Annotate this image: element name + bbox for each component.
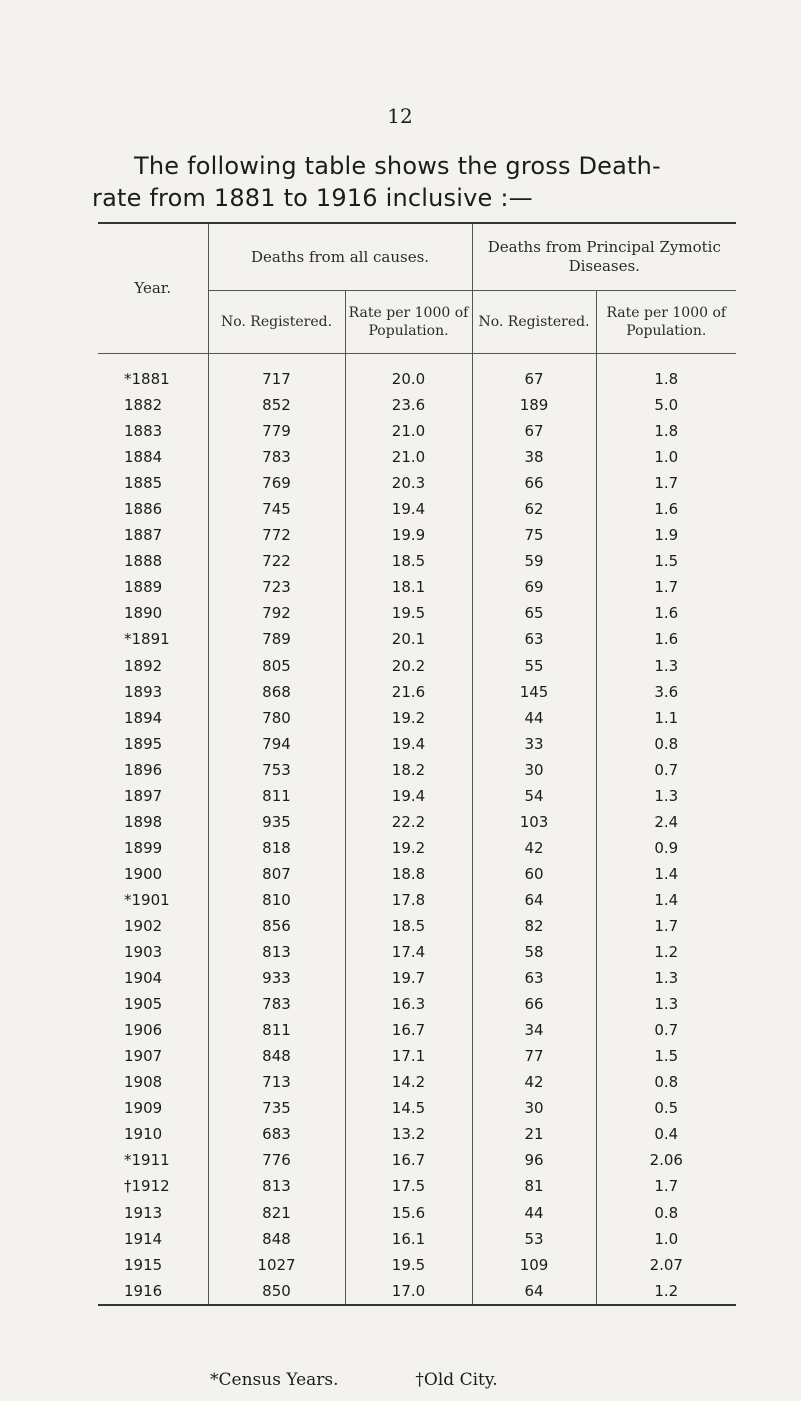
table-row (98, 548, 736, 574)
all-rate-cell: 19.4 (345, 783, 472, 809)
all-no-cell: 779 (208, 418, 345, 444)
year-cell: 1900 (124, 864, 163, 883)
all-rate-cell: 18.5 (345, 913, 472, 939)
all-no-cell: 848 (208, 1226, 345, 1252)
table-row (98, 1017, 736, 1043)
zymotic-no-cell: 77 (472, 1043, 596, 1069)
year-cell: 1902 (124, 917, 163, 935)
all-no-cell: 821 (208, 1200, 345, 1226)
all-rate-cell: 17.0 (345, 1278, 472, 1305)
all-rate-header: Rate per 1000 of Population. (345, 291, 472, 354)
zymotic-no-cell: 66 (472, 470, 596, 496)
zymotic-no-cell: 82 (472, 913, 596, 939)
all-no-cell: 810 (208, 887, 345, 913)
all-rate-cell: 20.1 (345, 626, 472, 652)
all-no-cell: 818 (208, 835, 345, 861)
zymotic-rate-cell: 3.6 (596, 679, 736, 705)
all-rate-cell: 19.2 (345, 835, 472, 861)
all-rate-cell: 20.3 (345, 470, 472, 496)
all-no-cell: 723 (208, 574, 345, 600)
all-rate-cell: 18.1 (345, 574, 472, 600)
old-city-note: †Old City. (415, 1370, 498, 1390)
zymotic-no-cell: 145 (472, 679, 596, 705)
table-row (98, 679, 736, 705)
table-row (98, 1147, 736, 1173)
zymotic-no-cell: 189 (472, 392, 596, 418)
zymotic-no-cell: 65 (472, 600, 596, 626)
zymotic-no-registered-header: No. Registered. (472, 291, 596, 354)
year-cell: 1914 (124, 1229, 163, 1248)
zymotic-no-cell: 30 (472, 757, 596, 783)
all-no-cell: 783 (208, 991, 345, 1017)
year-cell: 1898 (124, 812, 163, 831)
zymotic-no-cell: 63 (472, 626, 596, 652)
all-no-cell: 745 (208, 496, 345, 522)
zymotic-rate-cell: 1.7 (596, 470, 736, 496)
zymotic-no-cell: 30 (472, 1095, 596, 1121)
zymotic-no-cell: 53 (472, 1226, 596, 1252)
year-cell: 1887 (124, 526, 163, 545)
table-row (98, 731, 736, 757)
all-rate-cell: 17.5 (345, 1173, 472, 1199)
table-row (98, 965, 736, 991)
zymotic-rate-header: Rate per 1000 of Population. (596, 291, 736, 354)
table-row (98, 705, 736, 731)
year-cell: 1913 (124, 1203, 163, 1222)
all-no-cell: 713 (208, 1069, 345, 1095)
table-row (98, 1121, 736, 1147)
heading-line-2: rate from 1881 to 1916 inclusive :— (92, 184, 533, 212)
zymotic-rate-cell: 1.3 (596, 653, 736, 679)
all-no-cell: 807 (208, 861, 345, 887)
table-row (98, 783, 736, 809)
all-rate-cell: 16.1 (345, 1226, 472, 1252)
zymotic-rate-cell: 2.4 (596, 809, 736, 835)
all-no-cell: 848 (208, 1043, 345, 1069)
year-cell: 1888 (124, 552, 163, 571)
year-cell: 1885 (124, 474, 163, 493)
table-row (98, 887, 736, 913)
table-row (98, 392, 736, 418)
all-rate-cell: 16.7 (345, 1147, 472, 1173)
table-row (98, 1069, 736, 1095)
all-no-cell: 776 (208, 1147, 345, 1173)
all-no-cell: 856 (208, 913, 345, 939)
table-row (98, 418, 736, 444)
all-rate-cell: 14.2 (345, 1069, 472, 1095)
zymotic-rate-cell: 1.3 (596, 965, 736, 991)
zymotic-rate-cell: 1.0 (596, 444, 736, 470)
all-no-cell: 813 (208, 939, 345, 965)
all-no-cell: 780 (208, 705, 345, 731)
all-rate-cell: 20.0 (345, 354, 472, 393)
year-cell: *1911 (124, 1151, 170, 1170)
all-no-registered-header: No. Registered. (208, 291, 345, 354)
year-cell: 1906 (124, 1021, 163, 1040)
zymotic-no-cell: 64 (472, 1278, 596, 1305)
zymotic-no-cell: 103 (472, 809, 596, 835)
table-row (98, 835, 736, 861)
year-cell: 1905 (124, 995, 163, 1014)
year-cell: 1907 (124, 1047, 163, 1066)
all-no-cell: 813 (208, 1173, 345, 1199)
all-no-cell: 722 (208, 548, 345, 574)
table-row (98, 1226, 736, 1252)
zymotic-rate-cell: 1.5 (596, 548, 736, 574)
all-no-cell: 935 (208, 809, 345, 835)
all-rate-cell: 17.1 (345, 1043, 472, 1069)
all-no-cell: 794 (208, 731, 345, 757)
year-cell: *1901 (124, 890, 170, 909)
zymotic-no-cell: 69 (472, 574, 596, 600)
table-row (98, 496, 736, 522)
zymotic-rate-cell: 1.8 (596, 354, 736, 393)
table-row (98, 1173, 736, 1199)
zymotic-no-cell: 34 (472, 1017, 596, 1043)
all-rate-cell: 19.2 (345, 705, 472, 731)
year-cell: 1894 (124, 708, 163, 727)
all-rate-cell: 18.5 (345, 548, 472, 574)
zymotic-no-cell: 60 (472, 861, 596, 887)
zymotic-rate-cell: 1.8 (596, 418, 736, 444)
table-row (98, 470, 736, 496)
zymotic-rate-cell: 1.4 (596, 861, 736, 887)
table-row (98, 1200, 736, 1226)
all-rate-cell: 21.0 (345, 418, 472, 444)
year-cell: 1895 (124, 734, 163, 753)
zymotic-rate-cell: 1.2 (596, 939, 736, 965)
all-rate-cell: 14.5 (345, 1095, 472, 1121)
zymotic-rate-cell: 0.7 (596, 1017, 736, 1043)
zymotic-rate-cell: 1.7 (596, 574, 736, 600)
all-no-cell: 811 (208, 783, 345, 809)
zymotic-rate-cell: 1.6 (596, 496, 736, 522)
zymotic-rate-cell: 2.06 (596, 1147, 736, 1173)
zymotic-rate-cell: 5.0 (596, 392, 736, 418)
year-cell: 1910 (124, 1125, 163, 1144)
table-row (98, 574, 736, 600)
zymotic-no-cell: 44 (472, 705, 596, 731)
census-years-note: *Census Years. (210, 1370, 339, 1390)
zymotic-rate-cell: 1.7 (596, 1173, 736, 1199)
zymotic-no-cell: 42 (472, 1069, 596, 1095)
all-no-cell: 850 (208, 1278, 345, 1305)
all-rate-cell: 18.8 (345, 861, 472, 887)
year-cell: 1916 (124, 1281, 163, 1300)
year-header: Year. (98, 223, 208, 354)
year-cell: 1909 (124, 1099, 163, 1118)
table-heading (92, 150, 772, 214)
year-cell: 1903 (124, 943, 163, 962)
zymotic-no-cell: 21 (472, 1121, 596, 1147)
zymotic-no-cell: 67 (472, 354, 596, 393)
table-row (98, 1095, 736, 1121)
year-cell: 1889 (124, 578, 163, 597)
all-rate-cell: 13.2 (345, 1121, 472, 1147)
all-rate-cell: 16.7 (345, 1017, 472, 1043)
all-rate-cell: 21.0 (345, 444, 472, 470)
page-number: 12 (387, 104, 413, 128)
all-rate-cell: 18.2 (345, 757, 472, 783)
zymotic-rate-cell: 0.8 (596, 731, 736, 757)
all-no-cell: 683 (208, 1121, 345, 1147)
all-no-cell: 753 (208, 757, 345, 783)
all-no-cell: 933 (208, 965, 345, 991)
table-row (98, 809, 736, 835)
year-cell: 1886 (124, 500, 163, 519)
zymotic-no-cell: 62 (472, 496, 596, 522)
year-cell: *1881 (124, 370, 170, 389)
all-no-cell: 852 (208, 392, 345, 418)
zymotic-no-cell: 42 (472, 835, 596, 861)
zymotic-no-cell: 63 (472, 965, 596, 991)
table-row (98, 1252, 736, 1278)
zymotic-no-cell: 66 (472, 991, 596, 1017)
all-rate-cell: 19.9 (345, 522, 472, 548)
all-rate-cell: 17.8 (345, 887, 472, 913)
table-row (98, 600, 736, 626)
all-no-cell: 783 (208, 444, 345, 470)
table-row (98, 757, 736, 783)
zymotic-no-cell: 38 (472, 444, 596, 470)
zymotic-rate-cell: 2.07 (596, 1252, 736, 1278)
all-rate-cell: 22.2 (345, 809, 472, 835)
all-rate-cell: 20.2 (345, 653, 472, 679)
zymotic-no-cell: 59 (472, 548, 596, 574)
zymotic-no-cell: 55 (472, 653, 596, 679)
all-rate-cell: 19.4 (345, 496, 472, 522)
zymotic-no-cell: 109 (472, 1252, 596, 1278)
all-rate-cell: 17.4 (345, 939, 472, 965)
zymotic-no-cell: 67 (472, 418, 596, 444)
year-cell: 1899 (124, 838, 163, 857)
zymotic-no-cell: 33 (472, 731, 596, 757)
year-cell: 1890 (124, 604, 163, 623)
year-cell: 1883 (124, 422, 163, 441)
all-rate-cell: 19.5 (345, 1252, 472, 1278)
all-rate-cell: 23.6 (345, 392, 472, 418)
table-row (98, 991, 736, 1017)
all-no-cell: 868 (208, 679, 345, 705)
year-cell: 1882 (124, 396, 163, 415)
year-cell: 1884 (124, 448, 163, 467)
year-cell: 1896 (124, 760, 163, 779)
all-rate-cell: 21.6 (345, 679, 472, 705)
zymotic-no-cell: 64 (472, 887, 596, 913)
table-row (98, 913, 736, 939)
zymotic-rate-cell: 1.6 (596, 626, 736, 652)
zymotic-no-cell: 75 (472, 522, 596, 548)
all-rate-cell: 19.4 (345, 731, 472, 757)
table-row (98, 522, 736, 548)
zymotic-rate-cell: 1.6 (596, 600, 736, 626)
zymotic-rate-cell: 0.8 (596, 1200, 736, 1226)
zymotic-no-cell: 96 (472, 1147, 596, 1173)
zymotic-no-cell: 58 (472, 939, 596, 965)
zymotic-rate-cell: 0.9 (596, 835, 736, 861)
year-cell: 1908 (124, 1073, 163, 1092)
zymotic-no-cell: 54 (472, 783, 596, 809)
all-no-cell: 792 (208, 600, 345, 626)
all-no-cell: 717 (208, 354, 345, 393)
zymotic-no-cell: 44 (472, 1200, 596, 1226)
table-row (98, 1043, 736, 1069)
all-rate-cell: 19.5 (345, 600, 472, 626)
zymotic-rate-cell: 1.9 (596, 522, 736, 548)
footnotes (210, 1370, 710, 1390)
zymotic-rate-cell: 1.1 (596, 705, 736, 731)
year-cell: 1915 (124, 1255, 163, 1274)
table-row (98, 354, 736, 393)
all-rate-cell: 19.7 (345, 965, 472, 991)
zymotic-rate-cell: 1.7 (596, 913, 736, 939)
zymotic-no-cell: 81 (472, 1173, 596, 1199)
table-row (98, 653, 736, 679)
year-cell: 1893 (124, 682, 163, 701)
year-cell: *1891 (124, 630, 170, 649)
death-rate-table (98, 222, 736, 1306)
table-row (98, 444, 736, 470)
all-no-cell: 811 (208, 1017, 345, 1043)
zymotic-rate-cell: 0.8 (596, 1069, 736, 1095)
table-row (98, 1278, 736, 1305)
year-cell: †1912 (124, 1177, 170, 1196)
zymotic-rate-cell: 0.7 (596, 757, 736, 783)
zymotic-rate-cell: 1.0 (596, 1226, 736, 1252)
zymotic-header: Deaths from Principal Zymotic Diseases. (472, 223, 736, 291)
all-no-cell: 769 (208, 470, 345, 496)
table-row (98, 939, 736, 965)
table-row (98, 861, 736, 887)
zymotic-rate-cell: 1.5 (596, 1043, 736, 1069)
all-causes-header: Deaths from all causes. (208, 223, 472, 291)
table-body (98, 354, 736, 1305)
year-cell: 1904 (124, 969, 163, 988)
zymotic-rate-cell: 1.2 (596, 1278, 736, 1305)
zymotic-rate-cell: 1.3 (596, 991, 736, 1017)
all-no-cell: 805 (208, 653, 345, 679)
all-rate-cell: 15.6 (345, 1200, 472, 1226)
zymotic-rate-cell: 0.5 (596, 1095, 736, 1121)
all-rate-cell: 16.3 (345, 991, 472, 1017)
zymotic-rate-cell: 0.4 (596, 1121, 736, 1147)
year-cell: 1897 (124, 786, 163, 805)
table-row (98, 626, 736, 652)
all-no-cell: 772 (208, 522, 345, 548)
zymotic-rate-cell: 1.4 (596, 887, 736, 913)
all-no-cell: 735 (208, 1095, 345, 1121)
year-cell: 1892 (124, 656, 163, 675)
all-no-cell: 1027 (208, 1252, 345, 1278)
zymotic-rate-cell: 1.3 (596, 783, 736, 809)
all-no-cell: 789 (208, 626, 345, 652)
heading-line-1: The following table shows the gross Death- (134, 152, 661, 180)
